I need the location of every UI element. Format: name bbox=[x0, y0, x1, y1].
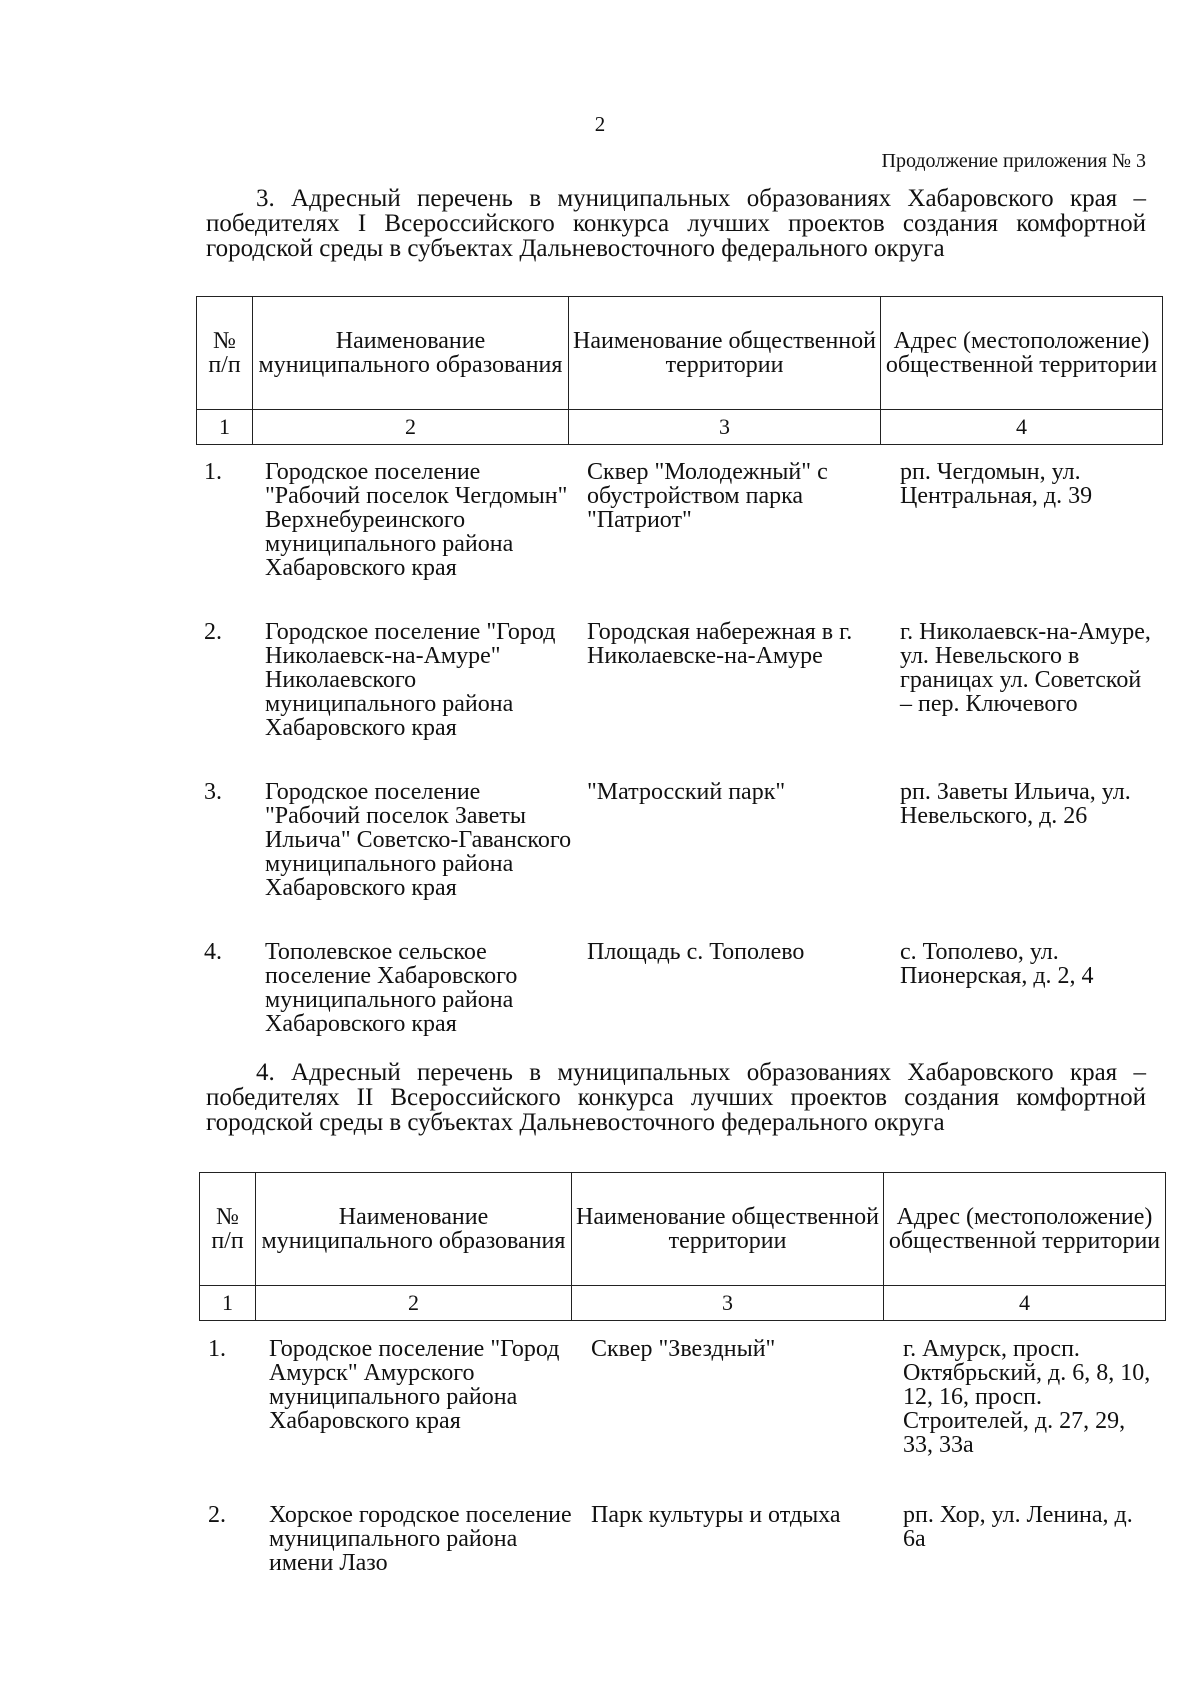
column-header-municipality: Наименование муниципального образования bbox=[256, 1173, 572, 1286]
municipality-cell: Городское поселение "Рабочий поселок Заветы Ильича" Советско-Гаванского муниципального района Хабаровского края bbox=[265, 779, 572, 901]
column-number: 2 bbox=[253, 410, 569, 445]
column-number: 3 bbox=[569, 410, 881, 445]
column-header-address: Адрес (местоположение) общественной территории bbox=[884, 1173, 1166, 1286]
page-number: 2 bbox=[594, 112, 606, 136]
address-cell: рп. Заветы Ильича, ул. Невельского, д. 26 bbox=[900, 779, 1131, 829]
municipality-cell: Городское поселение "Город Николаевск-на-Амуре" Николаевского муниципального района Хабаровского края bbox=[265, 619, 556, 741]
row-number: 2. bbox=[208, 1502, 226, 1528]
column-number: 2 bbox=[256, 1286, 572, 1321]
column-number: 4 bbox=[881, 410, 1163, 445]
column-number: 1 bbox=[197, 410, 253, 445]
territory-cell: Городская набережная в г. Николаевске-на-Амуре bbox=[587, 619, 853, 669]
territory-cell: Площадь с. Тополево bbox=[587, 939, 805, 965]
column-number: 4 bbox=[884, 1286, 1166, 1321]
appendix-note: Продолжение приложения № 3 bbox=[881, 150, 1146, 172]
municipality-cell: Городское поселение "Рабочий поселок Чегдомын" Верхнебуреинского муниципального района Хабаровского края bbox=[265, 459, 568, 581]
address-cell: г. Амурск, просп. Октябрьский, д. 6, 8, 10, 12, 16, просп. Строителей, д. 27, 29, 33, 33а bbox=[903, 1336, 1151, 1458]
territory-cell: Парк культуры и отдыха bbox=[591, 1502, 841, 1528]
row-number: 3. bbox=[204, 779, 222, 805]
column-header-municipality: Наименование муниципального образования bbox=[253, 297, 569, 410]
municipality-cell: Хорское городское поселение муниципального района имени Лазо bbox=[269, 1502, 572, 1576]
table-header bbox=[196, 296, 1163, 445]
territory-cell: Сквер "Молодежный" с обустройством парка "Патриот" bbox=[587, 459, 828, 533]
row-number: 1. bbox=[204, 459, 222, 485]
column-header-address: Адрес (местоположение) общественной территории bbox=[881, 297, 1163, 410]
address-cell: рп. Чегдомын, ул. Центральная, д. 39 bbox=[900, 459, 1093, 509]
municipality-cell: Тополевское сельское поселение Хабаровского муниципального района Хабаровского края bbox=[265, 939, 518, 1037]
section-heading: 4. Адресный перечень в муниципальных образованиях Хабаровского края – победителях II Всероссийского конкурса лучших проектов создания комфортной городской среды в субъектах Дальневосточного федерального округа bbox=[206, 1059, 1146, 1136]
municipality-cell: Городское поселение "Город Амурск" Амурского муниципального района Хабаровского края bbox=[269, 1336, 560, 1434]
column-header-num: № п/п bbox=[200, 1173, 256, 1286]
row-number: 4. bbox=[204, 939, 222, 965]
column-number: 1 bbox=[200, 1286, 256, 1321]
section-heading: 3. Адресный перечень в муниципальных образованиях Хабаровского края – победителях I Всероссийского конкурса лучших проектов создания комфортной городской среды в субъектах Дальневосточного федерального округа bbox=[206, 185, 1146, 262]
territory-cell: "Матросский парк" bbox=[587, 779, 786, 805]
column-header-territory: Наименование общественной территории bbox=[569, 297, 881, 410]
address-cell: рп. Хор, ул. Ленина, д. 6а bbox=[903, 1502, 1133, 1552]
column-number: 3 bbox=[572, 1286, 884, 1321]
row-number: 2. bbox=[204, 619, 222, 645]
table-header bbox=[199, 1172, 1166, 1321]
address-cell: с. Тополево, ул. Пионерская, д. 2, 4 bbox=[900, 939, 1094, 989]
territory-cell: Сквер "Звездный" bbox=[591, 1336, 776, 1362]
column-header-territory: Наименование общественной территории bbox=[572, 1173, 884, 1286]
column-header-num: № п/п bbox=[197, 297, 253, 410]
address-cell: г. Николаевск-на-Амуре, ул. Невельского в границах ул. Советской – пер. Ключевого bbox=[900, 619, 1151, 717]
row-number: 1. bbox=[208, 1336, 226, 1362]
